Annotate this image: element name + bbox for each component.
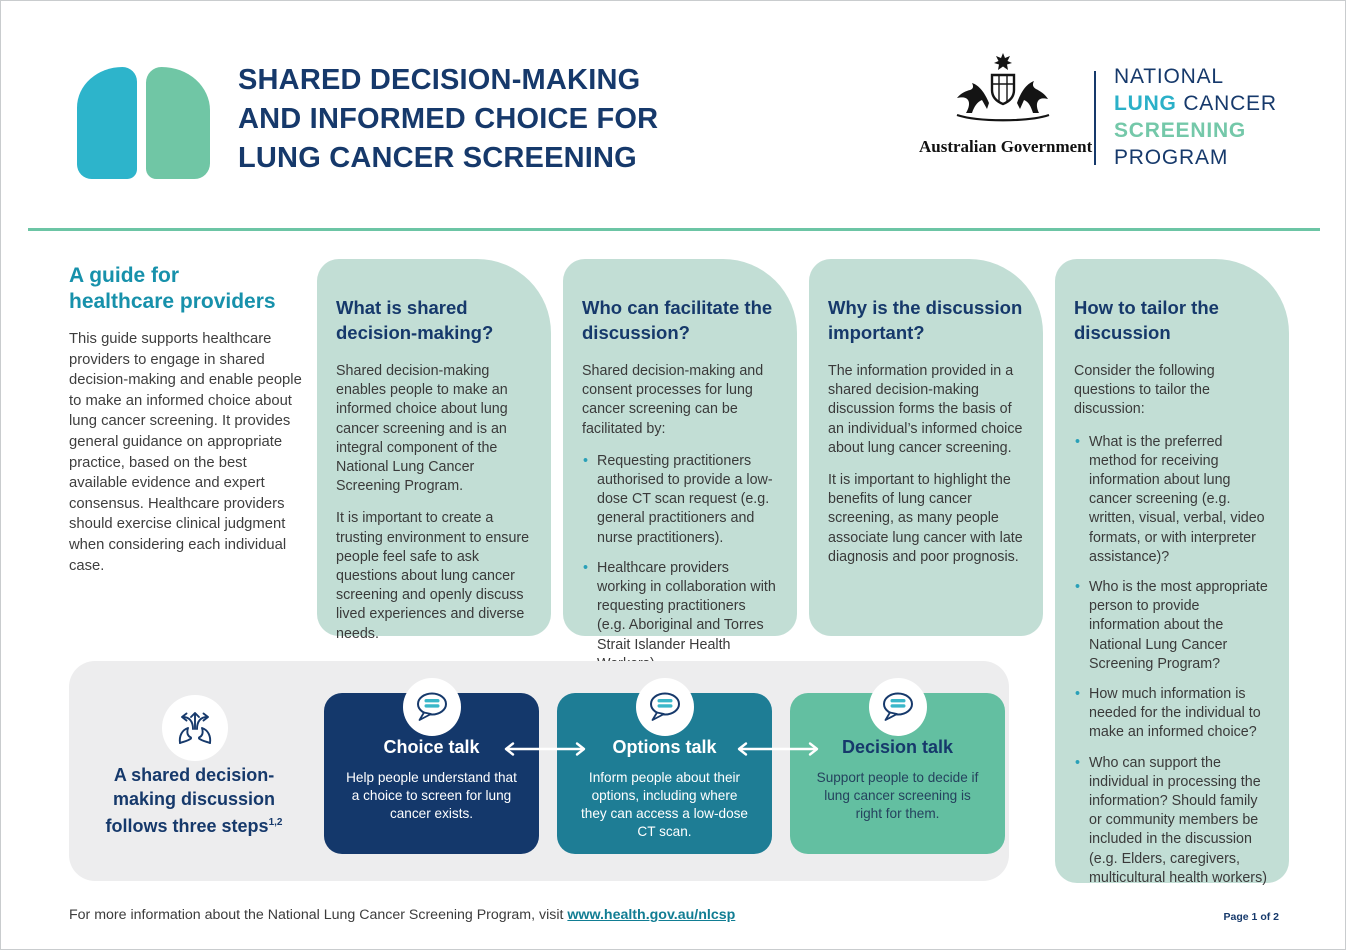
lungs-logo (77, 67, 210, 179)
speech-bubble-badge (403, 678, 461, 736)
card-bullet: • Healthcare providers working in collaboration with requesting practitioners (e.g. Aboriginal and Torres Strait Islander Health (582, 559, 778, 674)
header-divider (1094, 71, 1096, 165)
three-steps-panel (69, 661, 1009, 881)
card-bullet: • Requesting practitioners authorised to provide a low-dose CT scan request (e.g. general practitioners and nurse practitioners). (582, 452, 778, 548)
coat-of-arms-icon (933, 51, 1073, 133)
card-who-can-facilitate (563, 259, 797, 653)
card-paragraph: The information provided in a shared decision-making discussion forms the basis of an individual’s informed choice about lung cancer screening. (828, 363, 1023, 456)
footer (69, 907, 735, 923)
hands-arrows-badge (162, 695, 228, 761)
intro-body: This guide supports healthcare providers to engage in shared decision-making and enable people to make an informed choice about lung cancer screening. It provides general guidance on appropriate practice, based on the best available evidence and expert consensus. Healthcare providers should exercise clinical judgment when considering each individual case. (69, 331, 302, 574)
card-title: How to tailor the discussion (1074, 297, 1219, 343)
header-rule (28, 228, 1320, 231)
card-bullet-list (582, 452, 778, 674)
speech-bubble-icon (647, 691, 683, 723)
nlcsp-logo (1114, 63, 1277, 171)
double-arrow-icon (503, 742, 587, 756)
step-title: Decision talk (841, 737, 954, 757)
page-title (238, 61, 718, 178)
steps-label-superscript: 1,2 (268, 817, 283, 828)
step-body: Help people understand that a choice to screen for lung cancer exists. (346, 770, 517, 821)
card-title: Who can facilitate the discussion? (582, 297, 773, 343)
page-number: Page 1 of 2 (1223, 911, 1279, 923)
card-bullet: • Who is the most appropriate person to provide information about the National Lung Cancer Screening Program? (1074, 578, 1270, 674)
australian-government-logo (919, 51, 1093, 157)
step-body: Inform people about their options, including where they can access a low-dose CT scan. (581, 770, 748, 839)
card-bullet: • Who can support the individual in processing the information? Should family or community members be included in the discussion (e.g. Elders, caregivers, multicultural health workers) (1074, 754, 1270, 888)
card-title: Why is the discussion important? (828, 297, 1023, 343)
card-bullet-list (1074, 433, 1270, 888)
steps-label: A shared decision- making discussion follows three steps$^{1,2}$ (105, 765, 283, 836)
card-title: What is shared decision-making? (336, 297, 494, 343)
page-title-line: LUNG CANCER SCREENING (238, 142, 637, 174)
nlcsp-line-national: NATIONAL (1114, 65, 1224, 88)
step-title: Choice talk (383, 737, 480, 757)
card-bullet: • What is the preferred method for receiving information about lung cancer screening (e.g. written, visual, verbal, video formats, or with interpreter assistance)? (1074, 433, 1270, 567)
speech-bubble-icon (414, 691, 450, 723)
nlcsp-line-program: PROGRAM (1114, 146, 1229, 169)
double-arrow-icon (736, 742, 820, 756)
step-body: Support people to decide if lung cancer screening is right for them. (816, 770, 979, 821)
card-bullet: • How much information is needed for the individual to make an informed choice? (1074, 685, 1270, 743)
lung-left-lobe (77, 67, 137, 179)
card-paragraph: It is important to create a trusting environment to ensure people feel safe to ask questions about lung cancer screening and openly discuss lived experiences and diverse needs. (336, 510, 530, 642)
page-title-line: AND INFORMED CHOICE FOR (238, 103, 659, 135)
speech-bubble-badge (869, 678, 927, 736)
page-title-line: SHARED DECISION-MAKING (238, 64, 641, 96)
step-title: Options talk (612, 737, 717, 757)
hands-arrows-icon (174, 707, 216, 749)
card-why-is-discussion-important (809, 259, 1043, 636)
intro-column (69, 263, 307, 576)
lung-right-lobe (146, 67, 210, 179)
card-paragraph: Consider the following questions to tailor the discussion: (1074, 363, 1215, 418)
speech-bubble-badge (636, 678, 694, 736)
speech-bubble-icon (880, 691, 916, 723)
nlcsp-word-lung: LUNG (1114, 92, 1177, 115)
footer-link[interactable]: www.health.gov.au/nlcsp (567, 907, 736, 923)
footer-text: For more information about the National Lung Cancer Screening Program, visit (69, 907, 568, 923)
nlcsp-line-lung-cancer (1114, 90, 1277, 117)
nlcsp-line-screening: SCREENING (1114, 119, 1247, 142)
nlcsp-word-cancer: CANCER (1176, 92, 1277, 115)
card-how-to-tailor (1055, 259, 1289, 886)
card-what-is-shared-decision-making (317, 259, 551, 642)
card-paragraph: Shared decision-making and consent processes for lung cancer screening can be facilitated by: (582, 363, 764, 437)
card-paragraph: Shared decision-making enables people to make an informed choice about lung cancer screening and is an integral component of the National Lung Cancer Screening Program. (336, 363, 508, 495)
government-label: Australian Government (919, 137, 1093, 156)
intro-heading: A guide for healthcare providers (69, 264, 276, 313)
card-paragraph: It is important to highlight the benefits of lung cancer screening, as many people associate lung cancer with late diagnosis and poor prognosis. (828, 472, 1023, 565)
